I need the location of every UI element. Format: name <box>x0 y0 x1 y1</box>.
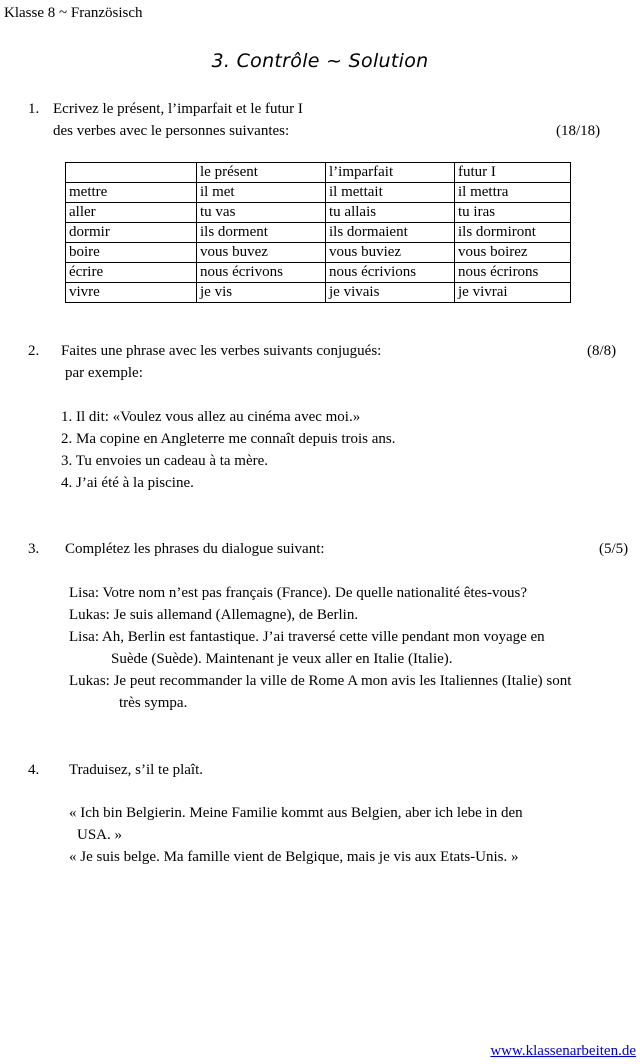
table-row <box>66 283 571 303</box>
table-cell: nous écrivons <box>197 263 326 283</box>
dialogue-line: Lisa: Ah, Berlin est fantastique. J’ai traversé cette ville pendant mon voyage en <box>69 629 545 645</box>
table-cell: mettre <box>66 183 197 203</box>
page-header: Klasse 8 ~ Französisch <box>4 5 143 21</box>
table-cell: je vivais <box>326 283 455 303</box>
table-cell: tu vas <box>197 203 326 223</box>
q4-number: 4. <box>28 762 40 778</box>
q1-score: (18/18) <box>556 123 601 139</box>
table-cell: vous boirez <box>455 243 571 263</box>
table-cell: ils dormiront <box>455 223 571 243</box>
table-cell: nous écrirons <box>455 263 571 283</box>
q2-example-item: 2. Ma copine en Angleterre me connaît depuis trois ans. <box>61 431 396 447</box>
q2-instruction-line1: Faites une phrase avec les verbes suivants conjugués: <box>61 343 382 359</box>
table-cell: vivre <box>66 283 197 303</box>
dialogue-line: très sympa. <box>119 695 188 711</box>
table-cell: il mettra <box>455 183 571 203</box>
q3-number: 3. <box>28 541 40 557</box>
table-row <box>66 183 571 203</box>
table-cell: il mettait <box>326 183 455 203</box>
q3-instruction: Complétez les phrases du dialogue suivant: <box>65 541 325 557</box>
table-header-cell: futur I <box>455 163 571 183</box>
table-row <box>66 263 571 283</box>
table-header-cell: l’imparfait <box>326 163 455 183</box>
table-cell: dormir <box>66 223 197 243</box>
table-cell: je vis <box>197 283 326 303</box>
table-cell: nous écrivions <box>326 263 455 283</box>
dialogue-line: Suède (Suède). Maintenant je veux aller en Italie (Italie). <box>111 651 453 667</box>
page-title: 3. Contrôle ~ Solution <box>211 50 429 72</box>
dialogue-line: Lukas: Je suis allemand (Allemagne), de Berlin. <box>69 607 359 623</box>
table-cell: tu iras <box>455 203 571 223</box>
conjugation-table <box>65 162 571 303</box>
table-cell: tu allais <box>326 203 455 223</box>
dialogue-line: Lisa: Votre nom n’est pas français (France). De quelle nationalité êtes-vous? <box>69 585 528 601</box>
q2-example-item: 1. Il dit: «Voulez vous allez au cinéma avec moi.» <box>61 409 361 425</box>
table-row <box>66 203 571 223</box>
q2-number: 2. <box>28 343 40 359</box>
q2-score: (8/8) <box>587 343 617 359</box>
translation-line: USA. » <box>77 827 123 843</box>
translation-line: « Ich bin Belgierin. Meine Familie kommt aus Belgien, aber ich lebe in den <box>69 805 523 821</box>
q2-example-item: 3. Tu envoies un cadeau à ta mère. <box>61 453 269 469</box>
q1-instruction-line1: Ecrivez le présent, l’imparfait et le futur I <box>53 101 303 117</box>
q2-example-item: 4. J’ai été à la piscine. <box>61 475 194 491</box>
table-cell: aller <box>66 203 197 223</box>
table-cell: vous buvez <box>197 243 326 263</box>
q1-instruction-line2: des verbes avec le personnes suivantes: <box>53 123 290 139</box>
translation-line: « Je suis belge. Ma famille vient de Belgique, mais je vis aux Etats-Unis. » <box>69 849 519 865</box>
table-cell: écrire <box>66 263 197 283</box>
table-cell <box>66 163 197 183</box>
q3-score: (5/5) <box>599 541 629 557</box>
q2-instruction-line2: par exemple: <box>65 365 143 381</box>
table-cell: il met <box>197 183 326 203</box>
dialogue-line: Lukas: Je peut recommander la ville de Rome A mon avis les Italiennes (Italie) sont <box>69 673 572 689</box>
table-header-cell: le présent <box>197 163 326 183</box>
table-cell: je vivrai <box>455 283 571 303</box>
table-cell: ils dorment <box>197 223 326 243</box>
table-cell: vous buviez <box>326 243 455 263</box>
footer-link[interactable]: www.klassenarbeiten.de <box>490 1043 636 1059</box>
q1-number: 1. <box>28 101 40 117</box>
table-cell: ils dormaient <box>326 223 455 243</box>
table-row <box>66 223 571 243</box>
table-header-row <box>66 163 571 183</box>
table-cell: boire <box>66 243 197 263</box>
table-row <box>66 243 571 263</box>
q4-instruction: Traduisez, s’il te plaît. <box>69 762 204 778</box>
